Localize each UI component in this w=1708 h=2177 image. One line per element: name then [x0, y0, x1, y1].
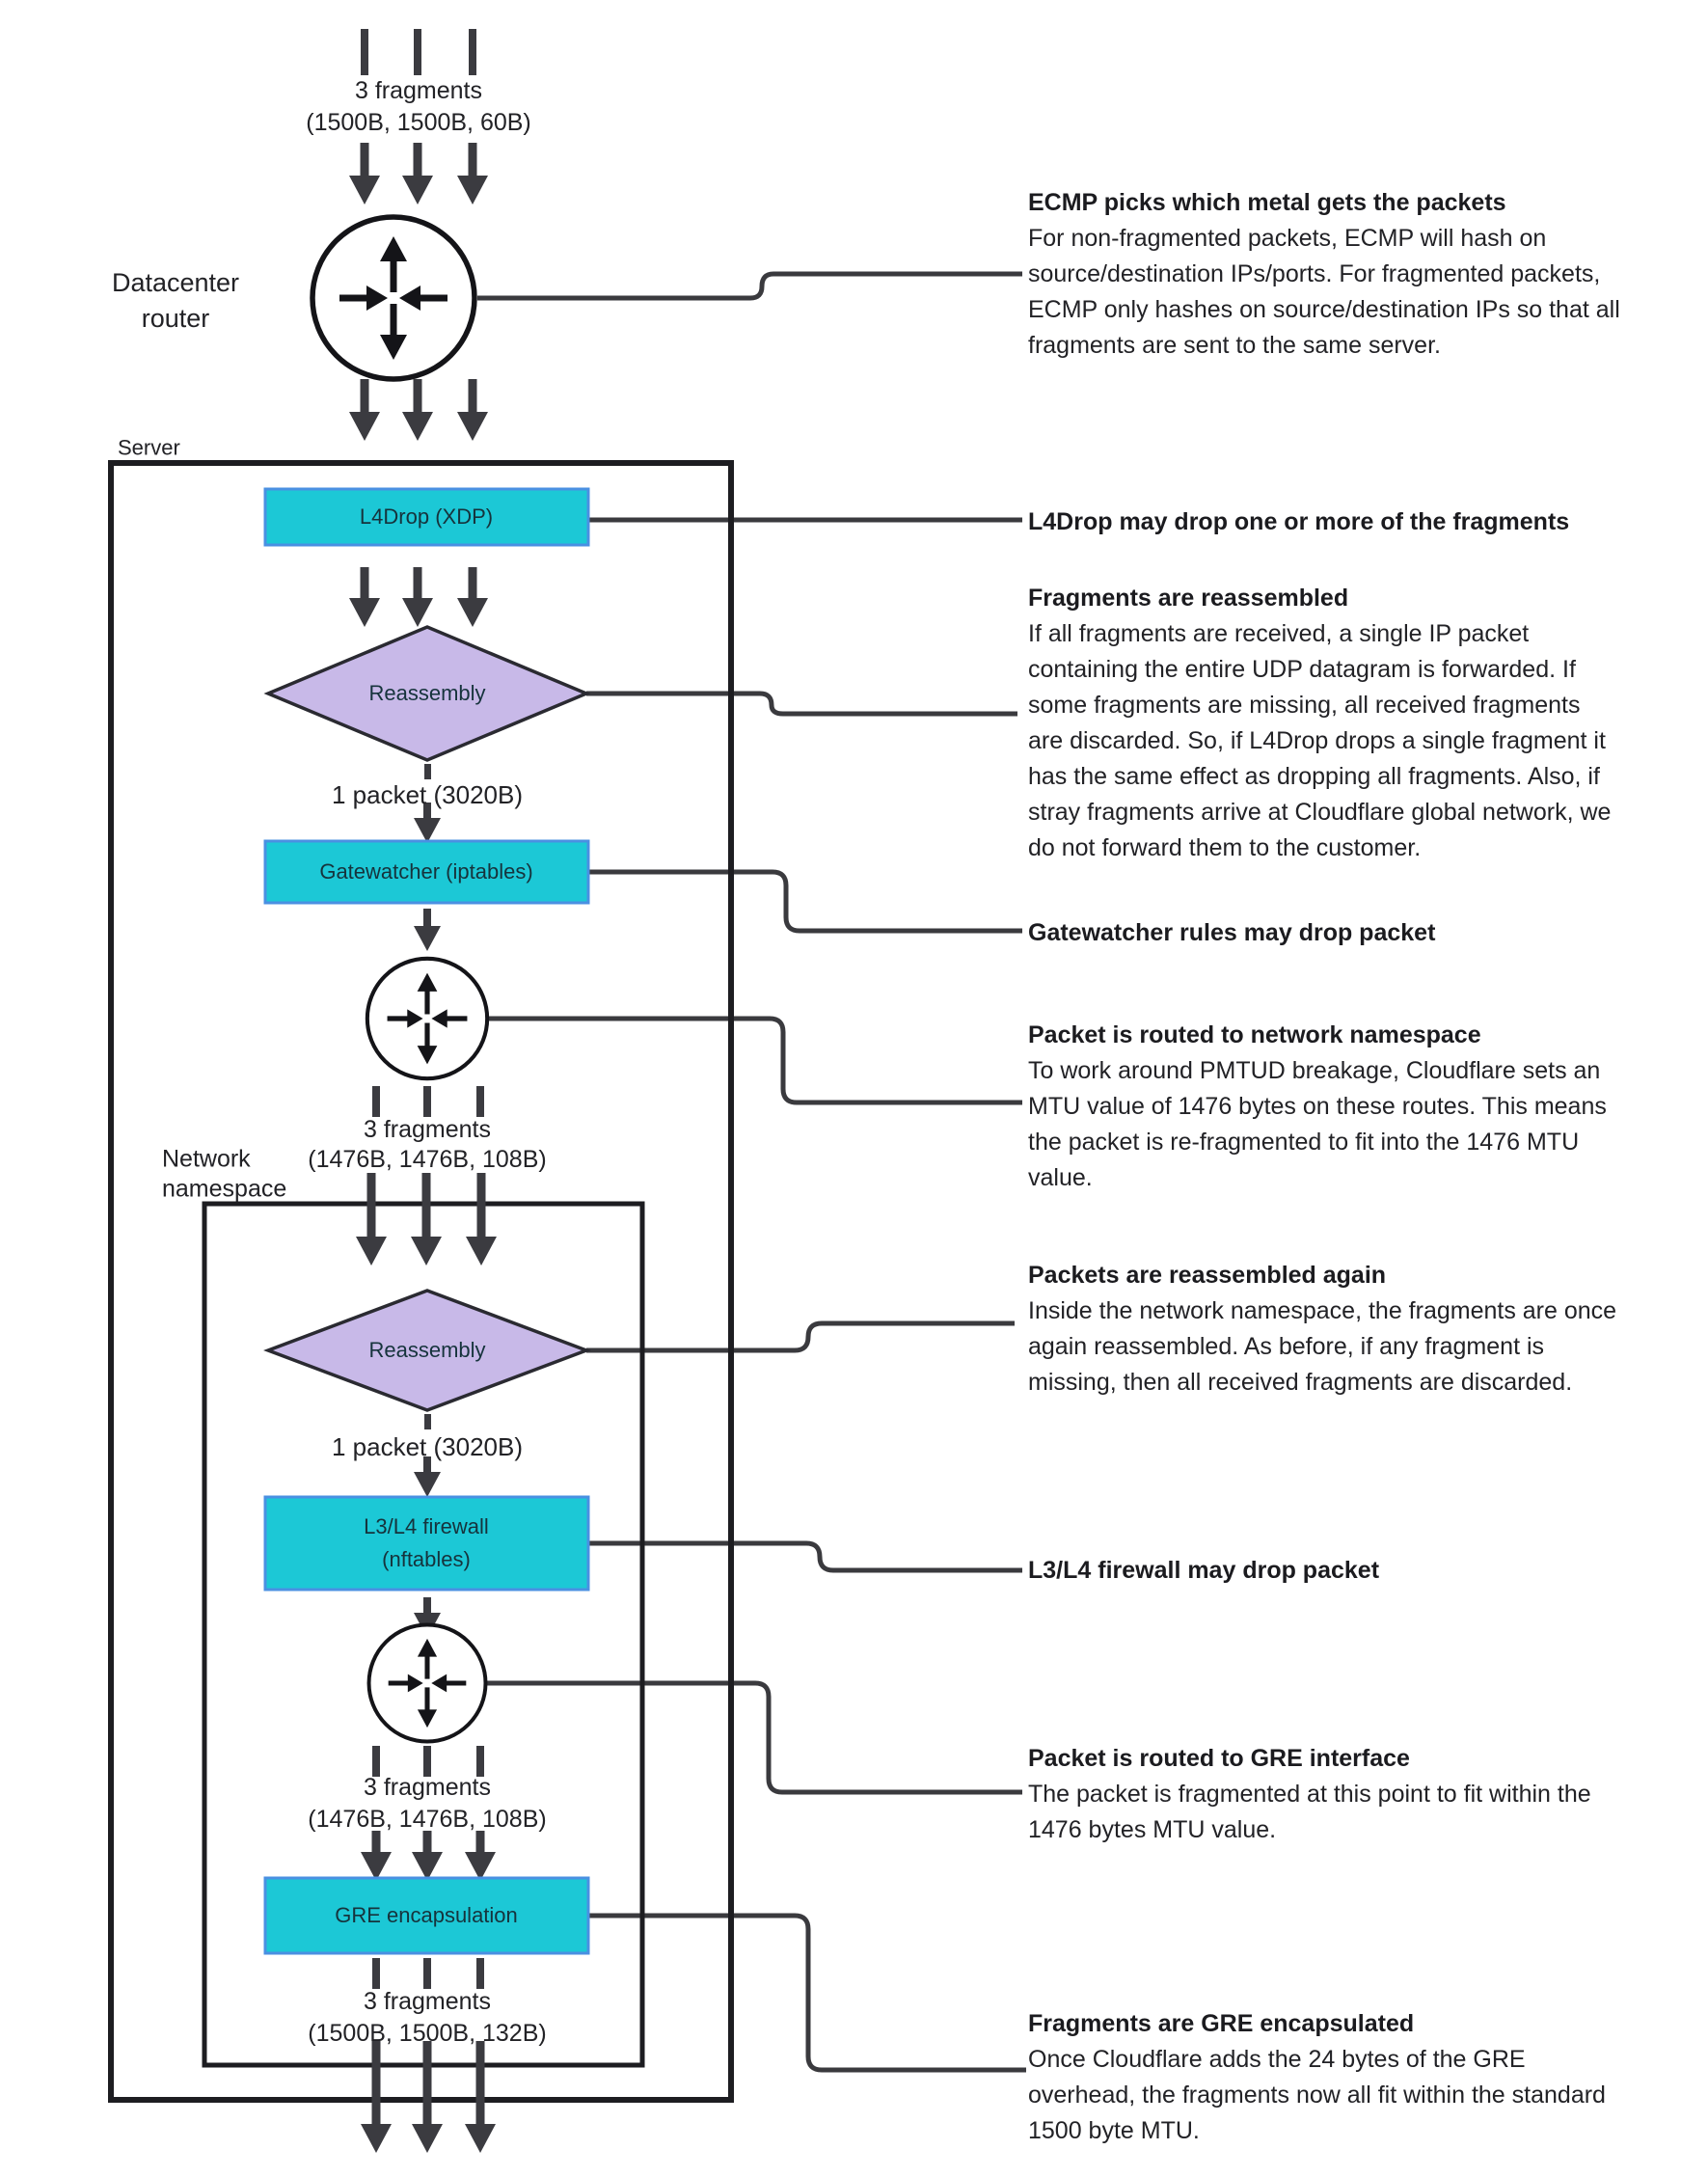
- annotation-line: Once Cloudflare adds the 24 bytes of the GRE: [1028, 2046, 1526, 2073]
- reassembly-label-1: Reassembly: [368, 681, 486, 705]
- datacenter-router-label: router: [141, 304, 210, 333]
- annotation-body: [1028, 1053, 1708, 1196]
- down-arrow: [457, 143, 488, 204]
- annotation-title: Gatewatcher rules may drop packet: [1028, 919, 1436, 946]
- l3l4-firewall-label: (nftables): [382, 1547, 471, 1571]
- down-arrow: [361, 1831, 392, 1881]
- fragments-out-sizes: (1500B, 1500B, 132B): [308, 2020, 547, 2047]
- router-icon: [369, 1625, 486, 1742]
- annotation-line: value.: [1028, 1164, 1093, 1191]
- l3l4-firewall-label: L3/L4 firewall: [364, 1514, 489, 1538]
- annotation-title: L4Drop may drop one or more of the fragments: [1028, 508, 1570, 535]
- annotation-line: 1476 bytes MTU value.: [1028, 1816, 1277, 1843]
- gre-encapsulation-label: GRE encapsulation: [335, 1903, 518, 1927]
- annotation-body: [1028, 1777, 1708, 1848]
- router-icon: [367, 959, 487, 1078]
- annotation-gre-encapsulated: [1028, 2006, 1708, 2149]
- annotation-line: The packet is fragmented at this point to fit within the: [1028, 1781, 1591, 1808]
- annotation-line: ECMP only hashes on source/destination IPs so that all: [1028, 296, 1620, 323]
- connector-ecmp: [477, 274, 1022, 298]
- annotation-routed-gre: [1028, 1741, 1708, 1848]
- connector-gatewatcher: [588, 872, 1022, 931]
- fragment-dash: [372, 1958, 380, 1989]
- down-arrow: [465, 1831, 496, 1881]
- annotation-line: source/destination IPs/ports. For fragmented packets,: [1028, 260, 1601, 287]
- gatewatcher-label: Gatewatcher (iptables): [319, 859, 533, 884]
- annotation-line: For non-fragmented packets, ECMP will hash on: [1028, 225, 1547, 252]
- reassembly-label-2: Reassembly: [368, 1338, 486, 1362]
- fragments-top-sizes: (1500B, 1500B, 60B): [306, 109, 531, 136]
- down-arrow: [457, 567, 488, 627]
- fragments-mid-count: 3 fragments: [363, 1116, 491, 1143]
- fragments-mid-sizes: (1476B, 1476B, 108B): [308, 1146, 547, 1173]
- packet-label-2: 1 packet (3020B): [331, 1432, 523, 1461]
- fragments-gre-in-sizes: (1476B, 1476B, 108B): [308, 1806, 547, 1833]
- annotation-line: If all fragments are received, a single IP packet: [1028, 620, 1530, 647]
- annotation-line: missing, then all received fragments are discarded.: [1028, 1369, 1573, 1396]
- annotation-line: has the same effect as dropping all fragments. Also, if: [1028, 763, 1600, 790]
- datacenter-router-label: Datacenter: [111, 268, 240, 297]
- annotation-body: [1028, 1293, 1708, 1401]
- annotation-body: [1028, 616, 1708, 866]
- down-arrow: [414, 909, 441, 951]
- annotation-line: some fragments are missing, all received fragments: [1028, 692, 1581, 719]
- down-arrow: [349, 567, 380, 627]
- packet-dash: [424, 764, 431, 779]
- l4drop-label: L4Drop (XDP): [359, 504, 494, 529]
- fragment-dash: [476, 1958, 484, 1989]
- annotation-title: Packets are reassembled again: [1028, 1262, 1387, 1289]
- annotation-line: again reassembled. As before, if any fragment is: [1028, 1333, 1545, 1360]
- annotation-line: Inside the network namespace, the fragments are once: [1028, 1297, 1617, 1324]
- connector-route-netns: [489, 1019, 1022, 1102]
- annotation-title: Packet is routed to network namespace: [1028, 1021, 1481, 1048]
- down-arrow: [402, 143, 433, 204]
- annotation-line: To work around PMTUD breakage, Cloudflare sets an: [1028, 1057, 1601, 1084]
- annotation-title: Fragments are reassembled: [1028, 585, 1349, 612]
- annotation-title: L3/L4 firewall may drop packet: [1028, 1557, 1380, 1584]
- annotation-reassembled: [1028, 581, 1708, 866]
- network-namespace-label: namespace: [162, 1175, 287, 1203]
- fragment-dash: [423, 1958, 431, 1989]
- fragment-dash: [476, 1086, 484, 1117]
- annotation-line: fragments are sent to the same server.: [1028, 332, 1441, 359]
- annotation-l3l4: [1028, 1553, 1708, 1589]
- annotation-line: do not forward them to the customer.: [1028, 834, 1422, 861]
- down-arrow: [466, 1173, 497, 1265]
- annotation-line: are discarded. So, if L4Drop drops a single fragment it: [1028, 727, 1606, 754]
- annotation-routed-netns: [1028, 1018, 1708, 1196]
- annotation-l4drop: [1028, 504, 1708, 540]
- connector-gre-encap: [588, 1916, 1026, 2070]
- fragment-dash: [361, 29, 368, 75]
- packet-label-1: 1 packet (3020B): [331, 780, 523, 809]
- annotation-reassembled-again: [1028, 1258, 1708, 1401]
- annotation-line: containing the entire UDP datagram is forwarded. If: [1028, 656, 1576, 683]
- fragments-gre-in-count: 3 fragments: [363, 1774, 491, 1801]
- annotation-ecmp: [1028, 185, 1708, 364]
- annotation-gatewatcher: [1028, 915, 1708, 951]
- fragments-top-count: 3 fragments: [354, 77, 482, 104]
- down-arrow: [356, 1173, 387, 1265]
- down-arrow: [457, 379, 488, 441]
- fragment-dash: [414, 29, 421, 75]
- packet-dash: [424, 1414, 431, 1429]
- down-arrow: [412, 1831, 443, 1881]
- annotation-title: Packet is routed to GRE interface: [1028, 1745, 1410, 1772]
- fragment-dash: [372, 1086, 380, 1117]
- network-namespace-label: Network: [162, 1145, 251, 1173]
- fragment-dash: [469, 29, 476, 75]
- annotation-body: [1028, 2042, 1708, 2149]
- server-label: Server: [118, 435, 180, 460]
- fragments-out-count: 3 fragments: [363, 1988, 491, 2015]
- annotation-title: ECMP picks which metal gets the packets: [1028, 189, 1506, 216]
- annotation-body: [1028, 221, 1708, 364]
- down-arrow: [414, 1456, 441, 1497]
- down-arrow: [411, 1173, 442, 1265]
- fragment-dash: [423, 1086, 431, 1117]
- annotation-line: stray fragments arrive at Cloudflare global network, we: [1028, 799, 1612, 826]
- annotation-line: overhead, the fragments now all fit within the standard: [1028, 2082, 1606, 2109]
- annotation-line: 1500 byte MTU.: [1028, 2117, 1200, 2144]
- annotation-line: MTU value of 1476 bytes on these routes. This means: [1028, 1093, 1607, 1120]
- connector-reassembly-1: [586, 694, 1017, 714]
- annotation-line: the packet is re-fragmented to fit into the 1476 MTU: [1028, 1129, 1580, 1156]
- annotation-title: Fragments are GRE encapsulated: [1028, 2010, 1415, 2037]
- connector-l3l4: [588, 1543, 1022, 1570]
- connector-reassembly-2: [586, 1323, 1015, 1350]
- down-arrow: [349, 143, 380, 204]
- router-icon: [312, 217, 474, 379]
- down-arrow: [349, 379, 380, 441]
- down-arrow: [402, 567, 433, 627]
- down-arrow: [402, 379, 433, 441]
